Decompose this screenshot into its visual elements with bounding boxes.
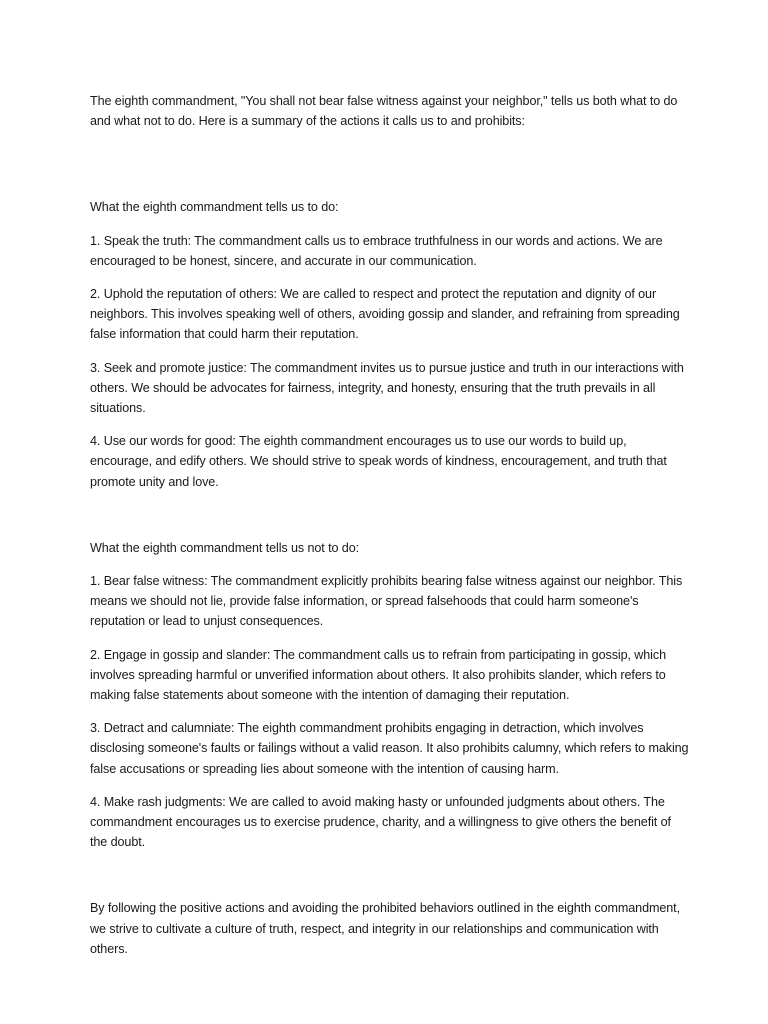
dont-item-4: 4. Make rash judgments: We are called to avoid making hasty or unfounded judgments about others. The commandment encourages us to exercise prudence, charity, and a willingness to give others the benefit of the doubt. [90,794,671,850]
dont-item-3: 3. Detract and calumniate: The eighth commandment prohibits engaging in detraction, which involves disclosing someone's faults or failings without a valid reason. It also prohibits calumny, which refers to making false accusations or spreading lies about someone with the intention of causing harm. [90,721,689,776]
dont-item-2: 2. Engage in gossip and slander: The commandment calls us to refrain from participating in gossip, which involves spreading harmful or unverified information about others. It also prohibits slander, which refers to making false statements about someone with the intention of damaging their reputation. [90,647,666,703]
do-item-3: 3. Seek and promote justice: The commandment invites us to pursue justice and truth in our interactions with others. We should be advocates for fairness, integrity, and honesty, ensuring that the truth prevails in all situations. [90,360,684,416]
dont-item-1: 1. Bear false witness: The commandment explicitly prohibits bearing false witness against our neighbor. This means we should not lie, provide false information, or spread falsehoods that could harm someone's reputation or lead to unjust consequences. [90,574,683,629]
do-item-2: 2. Uphold the reputation of others: We are called to respect and protect the reputation and dignity of our neighbors. This involves speaking well of others, avoiding gossip and slander, and refraining from spreading false information that could harm their reputation. [90,287,680,342]
do-section-heading: What the eighth commandment tells us to do: [90,200,339,215]
intro-paragraph: The eighth commandment, "You shall not bear false witness against your neighbor," tells us both what to do and what not to do. Here is a summary of the actions it calls us to and prohibits: [90,94,678,129]
dont-section-heading: What the eighth commandment tells us not to do: [90,540,360,555]
do-item-1: 1. Speak the truth: The commandment calls us to embrace truthfulness in our words and actions. We are encouraged to be honest, sincere, and accurate in our communication. [90,233,663,268]
do-item-4: 4. Use our words for good: The eighth commandment encourages us to use our words to build up, encourage, and edify others. We should strive to speak words of kindness, encouragement, and truth that promote unity and love. [90,434,667,489]
document-page [90,91,690,959]
conclusion-paragraph: By following the positive actions and avoiding the prohibited behaviors outlined in the eighth commandment, we strive to cultivate a culture of truth, respect, and integrity in our relationships and communication with others. [90,901,680,956]
